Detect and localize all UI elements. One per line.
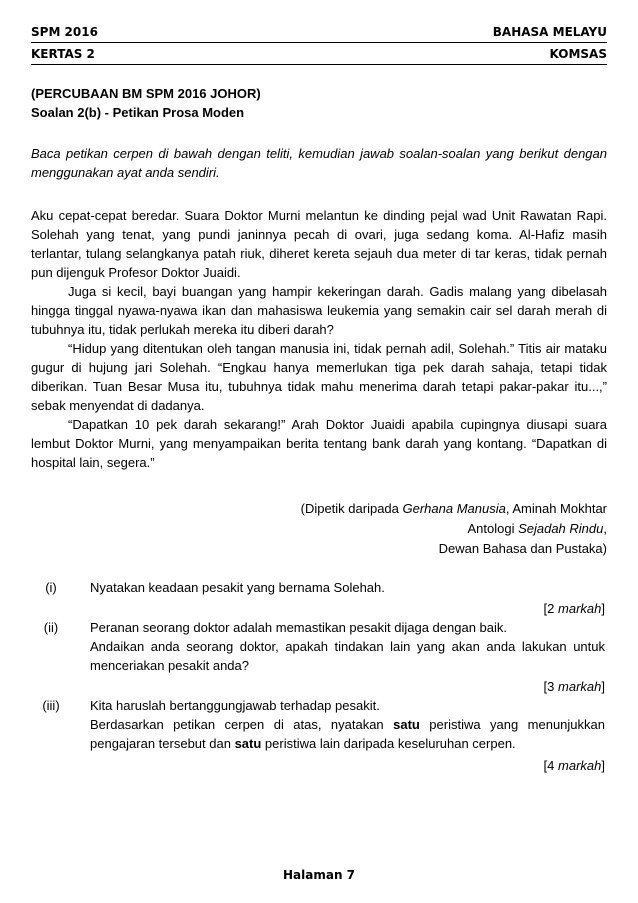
mark-value: 3 — [547, 679, 555, 694]
source-anthology: Sejadah Rindu — [518, 521, 604, 536]
text-segment: peristiwa lain daripada keseluruhan cerpen. — [261, 736, 516, 751]
passage-paragraph-2: Juga si kecil, bayi buangan yang hampir kekeringan darah. Gadis malang yang dibelasah hingga tinggal nyawa-nyawa ikan dan mahasiswa leukemia yang semakin cair sel darah merah di tubuhnya itu, tidak perlukah mereka itu diberi darah? — [31, 284, 607, 337]
question-number: (i) — [45, 580, 57, 595]
header-component: KOMSAS — [549, 47, 607, 61]
question-text-line-2: Andaikan anda seorang doktor, apakah tindakan lain yang akan anda lakukan untuk menceriakan pesakit anda? — [90, 639, 605, 673]
bold-word: satu — [234, 736, 262, 751]
header-exam: SPM 2016 — [31, 25, 98, 39]
question-text: Nyatakan keadaan pesakit yang bernama Solehah. — [90, 580, 385, 595]
question-number: (iii) — [42, 698, 60, 713]
text-segment: peristiwa yang menunjukkan pengajaran tersebut dan — [90, 717, 605, 751]
question-text-line-1: Peranan seorang doktor adalah memastikan pesakit dijaga dengan baik. — [90, 620, 507, 635]
source-anthology-prefix: Antologi — [467, 521, 519, 536]
question-2-marks: [3 markah] — [543, 679, 605, 694]
source-prefix: (Dipetik daripada — [300, 501, 403, 516]
header-row-bottom — [31, 44, 607, 65]
instruction: Baca petikan cerpen di bawah dengan teliti, kemudian jawab soalan-soalan yang berikut dengan menggunakan ayat anda sendiri. — [31, 146, 607, 180]
question-number: (ii) — [43, 620, 59, 635]
mark-word: markah — [558, 679, 602, 694]
source-author: , Aminah Mokhtar — [505, 501, 607, 516]
passage — [31, 206, 607, 472]
source-work: Gerhana Manusia — [402, 501, 506, 516]
header-paper: KERTAS 2 — [31, 47, 95, 61]
mark-value: 2 — [547, 601, 555, 616]
mark-value: 4 — [547, 758, 555, 773]
source-anthology-suffix: , — [603, 521, 607, 536]
title-line-1: (PERCUBAAN BM SPM 2016 JOHOR) — [31, 86, 261, 101]
question-3-marks: [4 markah] — [543, 758, 605, 773]
text-segment: Berdasarkan petikan cerpen di atas, nyatakan — [90, 717, 394, 732]
source-citation — [301, 499, 607, 559]
passage-paragraph-4: “Dapatkan 10 pek darah sekarang!” Arah Doktor Juaidi apabila cupingnya diusapi suara lembut Doktor Murni, yang menyampaikan berita tentang bank darah yang kontang. “Dapatkan di hospital lain, segera.” — [31, 417, 607, 470]
mark-word: markah — [558, 601, 602, 616]
page-number: Halaman 7 — [282, 868, 356, 882]
bold-word: satu — [393, 717, 420, 732]
passage-paragraph-1: Aku cepat-cepat beredar. Suara Doktor Murni melantun ke dinding pejal wad Unit Rawatan Rapi. Solehah yang tenat, yang pundi janinnya pecah di ovari, juga sedang koma. Al-Hafiz masih terlantar, tulang selangkanya patah riuk, diheret kereta sejauh dua meter di tar keras, tidak pernah pun dijenguk Profesor Doktor Juaidi. — [31, 208, 607, 280]
header-subject: BAHASA MELAYU — [492, 25, 607, 39]
source-line-2 — [301, 519, 607, 539]
question-1-marks: [2 markah] — [543, 601, 605, 616]
mark-word: markah — [558, 758, 602, 773]
source-line-1 — [301, 499, 607, 519]
title-line-2: Soalan 2(b) - Petikan Prosa Moden — [31, 105, 245, 120]
question-text-line-1: Kita haruslah bertanggungjawab terhadap pesakit. — [90, 698, 380, 713]
header-row-top — [31, 22, 607, 43]
source-line-3: Dewan Bahasa dan Pustaka) — [438, 541, 607, 556]
question-text-line-2 — [90, 715, 605, 753]
passage-paragraph-3: “Hidup yang ditentukan oleh tangan manusia ini, tidak pernah adil, Solehah.” Titis air mataku gugur di hujung jari Solehah. “Engkau hanya memerlukan tiga pek darah sahaja, tetapi tidak diberikan. Tuan Besar Musa itu, tubuhnya tidak mahu menerima darah tetapi pakar-pakar itu...,” sebak menyendat di dadanya. — [31, 341, 607, 413]
